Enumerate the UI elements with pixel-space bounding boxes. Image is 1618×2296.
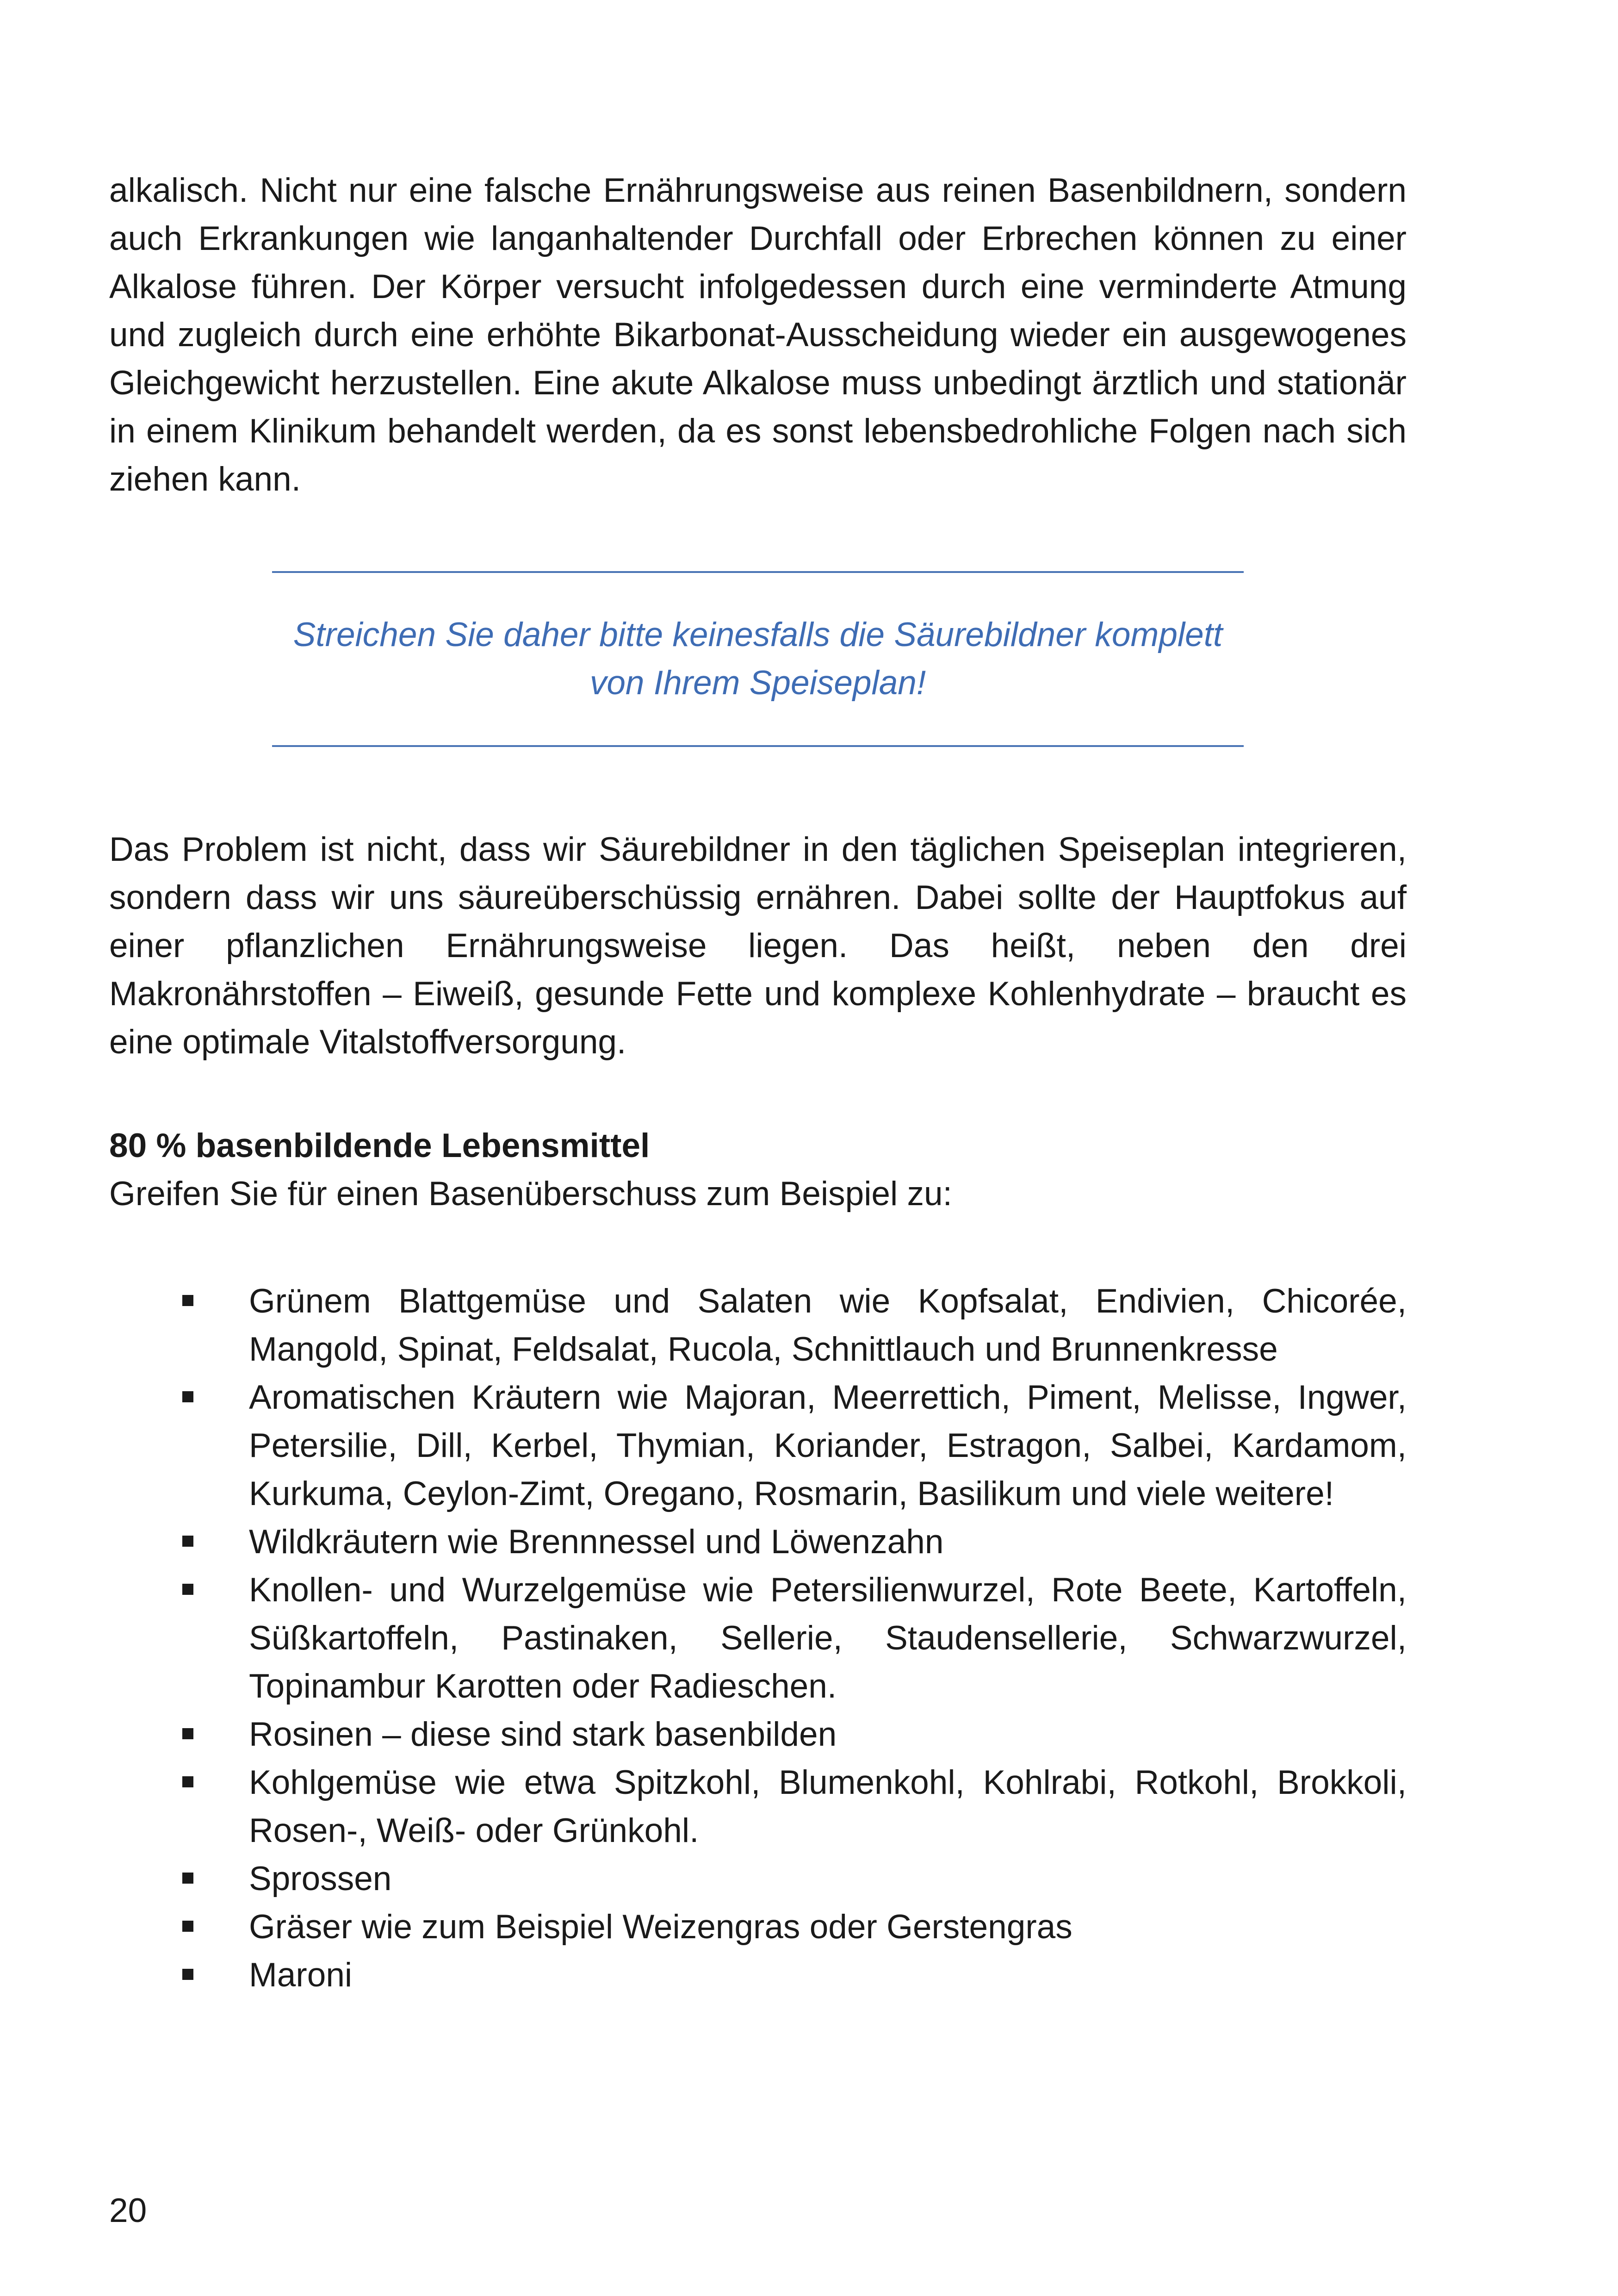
square-bullet-icon	[182, 1728, 193, 1739]
square-bullet-icon	[182, 1584, 193, 1595]
list-item-text: Kohlgemüse wie etwa Spitzkohl, Blumenkohl, Kohlrabi, Rotkohl, Brokkoli, Rosen-, Weiß- oder Grünkohl.	[249, 1764, 1407, 1849]
food-list	[109, 1277, 1407, 1999]
intro-paragraph: alkalisch. Nicht nur eine falsche Ernährungsweise aus reinen Basenbildnern, sondern auch Erkrankungen wie langanhaltender Durchfall oder Erbrechen können zu einer Alkalose führen. Der Körper versucht infolgedessen durch eine verminderte Atmung und zugleich durch eine erhöhte Bikarbonat-Ausscheidung wieder ein ausgewogenes Gleichgewicht herzustellen. Eine akute Alkalose muss unbedingt ärztlich und stationär in einem Klinikum behandelt werden, da es sonst lebensbedrohliche Folgen nach sich ziehen kann.	[109, 172, 1407, 498]
list-item-text: Wildkräutern wie Brennnessel und Löwenzahn	[249, 1523, 944, 1561]
page-number: 20	[109, 2192, 147, 2229]
list-item	[109, 1855, 1407, 1903]
callout-bottom-rule	[272, 745, 1244, 747]
list-item-text: Knollen- und Wurzelgemüse wie Petersilienwurzel, Rote Beete, Kartoffeln, Süßkartoffeln, Pastinaken, Sellerie, Staudensellerie, Schwarzwurzel, Topinambur Karotten oder Radieschen.	[249, 1571, 1407, 1705]
square-bullet-icon	[182, 1391, 193, 1402]
list-item-text: Grünem Blattgemüse und Salaten wie Kopfsalat, Endivien, Chicorée, Mangold, Spinat, Feldsalat, Rucola, Schnittlauch und Brunnenkresse	[249, 1282, 1407, 1368]
problem-paragraph: Das Problem ist nicht, dass wir Säurebildner in den täglichen Speiseplan integrieren, sondern dass wir uns säureüberschüssig ernähren. Dabei sollte der Hauptfokus auf einer pflanzlichen Ernährungsweise liegen. Das heißt, neben den drei Makronährstoffen – Eiweiß, gesunde Fette und komplexe Kohlenhydrate – braucht es eine optimale Vitalstoffversorgung.	[109, 831, 1407, 1061]
section-lead: Greifen Sie für einen Basenüberschuss zum Beispiel zu:	[109, 1175, 952, 1213]
list-item-text: Maroni	[249, 1956, 353, 1994]
square-bullet-icon	[182, 1969, 193, 1980]
list-item-text: Sprossen	[249, 1860, 392, 1898]
square-bullet-icon	[182, 1295, 193, 1306]
list-item-text: Rosinen – diese sind stark basenbilden	[249, 1716, 837, 1753]
list-item	[109, 1951, 1407, 1999]
list-item	[109, 1518, 1407, 1566]
list-item	[109, 1566, 1407, 1711]
list-item-text: Gräser wie zum Beispiel Weizengras oder Gerstengras	[249, 1908, 1072, 1946]
list-item-text: Aromatischen Kräutern wie Majoran, Meerrettich, Piment, Melisse, Ingwer, Petersilie, Dill, Kerbel, Thymian, Koriander, Estragon, Salbei, Kardamom, Kurkuma, Ceylon-Zimt, Oregano, Rosmarin, Basilikum und viele weitere!	[249, 1379, 1407, 1512]
square-bullet-icon	[182, 1921, 193, 1932]
callout-text: Streichen Sie daher bitte keinesfalls die Säurebildner komplett von Ihrem Speiseplan!	[293, 616, 1223, 702]
square-bullet-icon	[182, 1873, 193, 1884]
list-item	[109, 1374, 1407, 1518]
list-item	[109, 1277, 1407, 1374]
square-bullet-icon	[182, 1776, 193, 1787]
square-bullet-icon	[182, 1536, 193, 1547]
page-content	[109, 167, 1407, 1999]
list-item	[109, 1711, 1407, 1759]
list-item	[109, 1759, 1407, 1855]
callout-box	[272, 571, 1244, 747]
list-item	[109, 1903, 1407, 1951]
section-heading: 80 % basenbildende Lebensmittel	[109, 1127, 650, 1164]
